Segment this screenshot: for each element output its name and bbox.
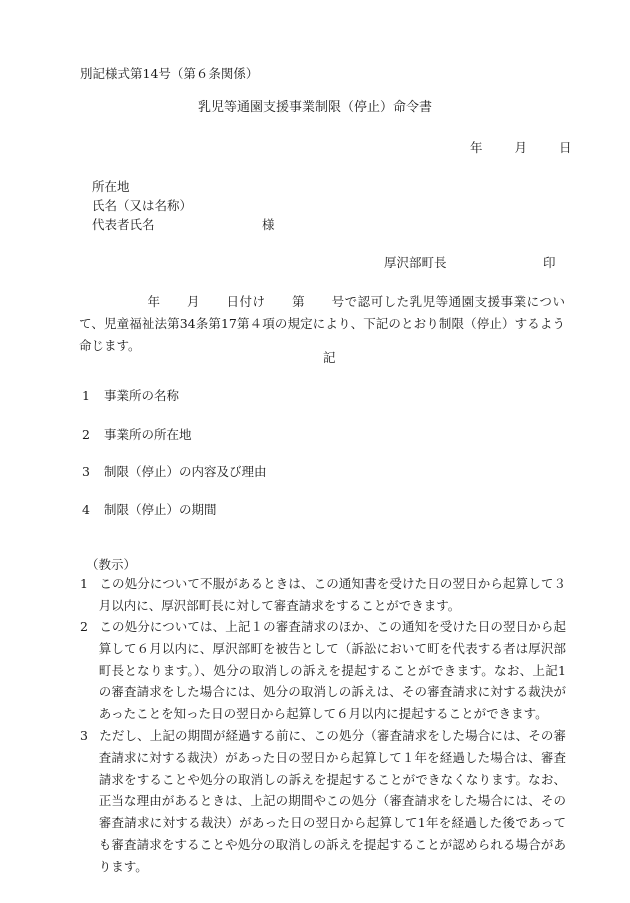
honorific-sama: 様 [262, 217, 275, 232]
item-label: 事業所の所在地 [103, 427, 192, 442]
document-title: 乳児等通園支援事業制限（停止）命令書 [197, 100, 432, 115]
item-4 [82, 504, 216, 517]
item-label: 制限（停止）の期間 [103, 502, 217, 517]
date-year-label: 年 [470, 140, 483, 155]
form-number: 別記様式第14号（第６条関係） [80, 66, 259, 81]
item-2 [82, 429, 191, 442]
item-3 [82, 466, 266, 479]
item-1 [82, 390, 179, 403]
body-month: 月 [186, 294, 201, 309]
location-label: 所在地 [92, 179, 130, 194]
item-number: 1 [82, 388, 90, 403]
instruction-text: この処分については、上記１の審査請求のほか、この通知を受けた日の翌日から起算して６月以内に、厚沢部町を被告として（訴訟において町を代表する者は厚沢部町長となります。）、処分の取消しの訴えを提起することができます。なお、上記1の審査請求をした場合には、処分の取消しの訴えは、その審査請求に対する裁決があったことを知った日の翌日から起算して６月以内に提起することができます。 [98, 619, 566, 722]
item-label: 制限（停止）の内容及び理由 [103, 464, 267, 479]
instruction-item-2 [80, 616, 566, 725]
item-number: 4 [82, 502, 90, 517]
body-day-suffix: 日付け [226, 294, 266, 309]
seal-mark: 印 [543, 255, 556, 270]
name-label: 氏名（又は名称） [92, 198, 193, 213]
date-day-label: 日 [558, 140, 572, 155]
instruction-item-1 [80, 573, 566, 617]
instruction-text: ただし、上記の期間が経過する前に、この処分（審査請求をした場合には、その審査請求に対する裁決）があった日の翌日から起算して１年を経過した場合は、審査請求をすることや処分の取消しの訴えを提起することができなくなります。なお、正当な理由があるときは、上記の期間やこの処分（審査請求をした場合には、その審査請求に対する裁決）があった日の翌日から起算して1年を経過した後であっても審査請求をすることや処分の取消しの訴えを提起することが認められる場合があります。 [98, 728, 566, 874]
body-text: 号で認可した乳児等通園支援事業について、児童福祉法第34条第17第４項の規定により、下記のとおり制限（停止）するよう命じます。 [79, 294, 565, 353]
instruction-item-3 [80, 725, 566, 878]
representative-label: 代表者氏名 [92, 217, 155, 232]
body-number-prefix: 第 [291, 294, 306, 309]
instruction-number: 3 [80, 728, 88, 743]
body-year: 年 [147, 294, 161, 309]
item-label: 事業所の名称 [103, 388, 179, 403]
body-paragraph [79, 291, 565, 357]
date-month-label: 月 [514, 140, 527, 155]
issuer-title: 厚沢部町長 [384, 255, 447, 270]
date-line [470, 142, 571, 155]
instructions-heading: （教示） [86, 557, 137, 572]
ki-marker: 記 [323, 350, 336, 365]
instruction-text: この処分について不服があるときは、この通知書を受けた日の翌日から起算して３月以内に、厚沢部町長に対して審査請求をすることができます。 [98, 576, 566, 613]
item-number: 2 [82, 427, 90, 442]
item-number: 3 [82, 464, 90, 479]
instruction-number: 1 [80, 576, 88, 591]
instruction-number: 2 [80, 619, 88, 634]
